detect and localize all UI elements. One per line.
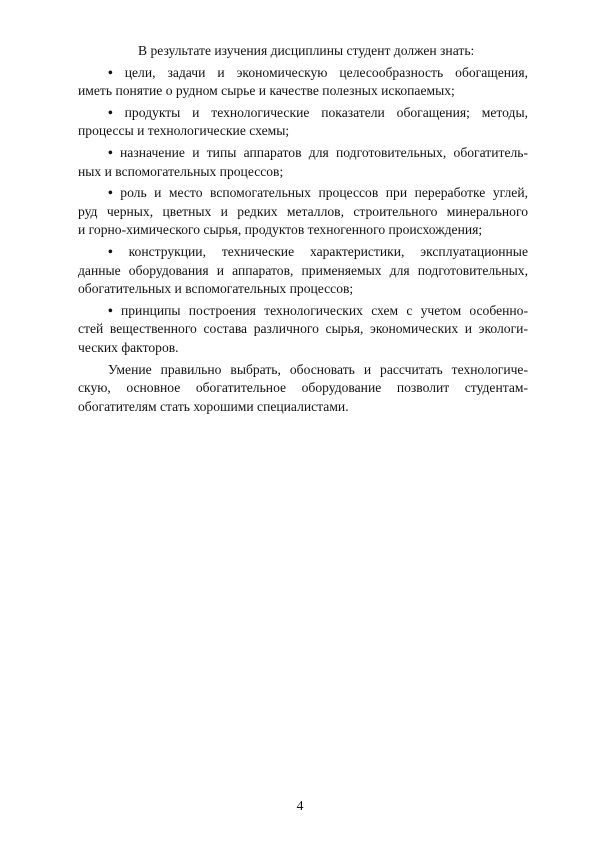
bullet-line: процессы и технологические схемы; <box>78 123 290 139</box>
bullet-icon: • <box>108 302 113 318</box>
bullet-item-auxiliary-role <box>78 184 528 240</box>
bullet-line <box>78 302 528 321</box>
bullet-item-scheme-principles <box>78 302 528 358</box>
bullet-text: принципы построения технологических схем с учетом особенно- <box>120 302 528 318</box>
bullet-item-goals <box>78 64 528 101</box>
intro-paragraph <box>78 42 528 61</box>
bullet-icon: • <box>108 243 113 259</box>
bullet-text: назначение и типы аппаратов для подготовительных, обогатитель- <box>120 144 528 160</box>
bullet-line <box>78 64 528 83</box>
bullet-line: ных и вспомогательных процессов; <box>78 163 284 179</box>
conclusion-line: Умение правильно выбрать, обосновать и рассчитать технологиче- <box>108 361 528 377</box>
conclusion-line: скую, основное обогатительное оборудование позволит студентам- <box>78 380 528 396</box>
bullet-line <box>78 144 528 163</box>
intro-line: В результате изучения дисциплины студент должен знать: <box>138 43 475 58</box>
bullet-icon: • <box>108 64 113 80</box>
bullet-line: руд черных, цветных и редких металлов, строительного минерального <box>78 203 528 219</box>
bullet-line: стей вещественного состава различного сырья, экономических и экологи- <box>78 321 528 337</box>
bullet-line <box>78 243 528 262</box>
conclusion-line: обогатителям стать хорошими специалистами. <box>78 398 349 414</box>
bullet-line: иметь понятие о рудном сырье и качестве полезных ископаемых; <box>78 83 455 99</box>
bullet-line: и горно-химического сырья, продуктов техногенного происхождения; <box>78 222 483 238</box>
bullet-text: роль и место вспомогательных процессов при переработке углей, <box>120 185 528 201</box>
bullet-line: данные оборудования и аппаратов, применяемых для подготовительных, <box>78 262 528 278</box>
bullet-icon: • <box>108 185 113 201</box>
bullet-line: ческих факторов. <box>78 339 179 355</box>
bullet-icon: • <box>108 144 113 160</box>
bullet-item-products <box>78 104 528 141</box>
bullet-icon: • <box>108 104 113 120</box>
bullet-item-constructions <box>78 243 528 299</box>
bullet-line: обогатительных и вспомогательных процессов; <box>78 281 354 297</box>
bullet-line <box>78 104 528 123</box>
bullet-item-apparatus-types <box>78 144 528 181</box>
bullet-text: продукты и технологические показатели обогащения; методы, <box>124 104 528 120</box>
conclusion-paragraph <box>78 361 528 417</box>
page-content <box>78 42 528 419</box>
bullet-line <box>78 184 528 203</box>
bullet-text: цели, задачи и экономическую целесообразность обогащения, <box>124 64 528 80</box>
page-number: 4 <box>296 798 304 813</box>
bullet-text: конструкции, технические характеристики, эксплуатационные <box>128 243 528 259</box>
